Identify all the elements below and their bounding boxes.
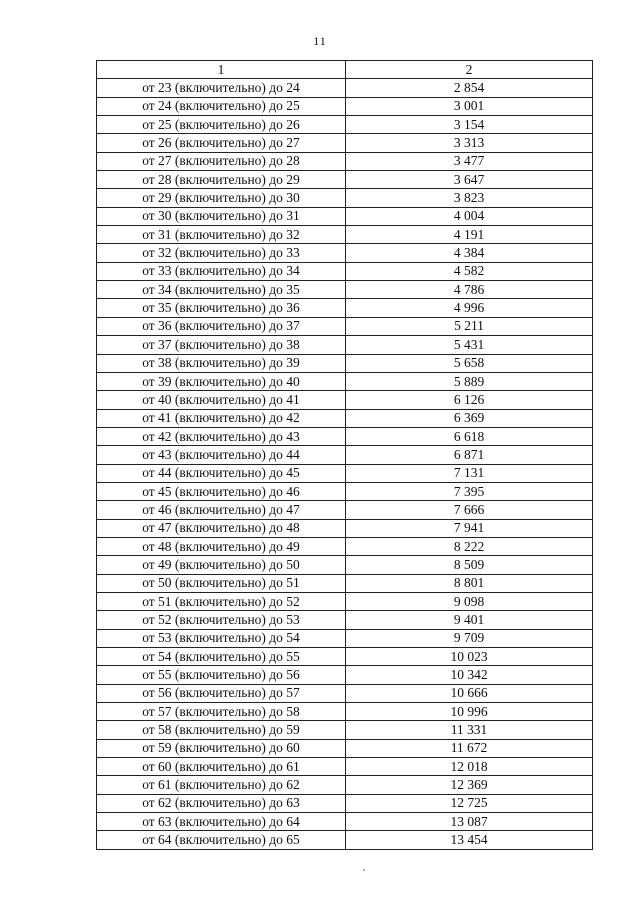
table-row <box>97 262 593 280</box>
table-row <box>97 281 593 299</box>
age-range-cell: от 64 (включительно) до 65 <box>97 831 346 849</box>
amount-cell: 3 823 <box>346 189 593 207</box>
age-range-cell: от 33 (включительно) до 34 <box>97 262 346 280</box>
age-range-cell: от 56 (включительно) до 57 <box>97 684 346 702</box>
amount-cell: 6 618 <box>346 427 593 445</box>
amount-cell: 4 582 <box>346 262 593 280</box>
amount-cell: 4 996 <box>346 299 593 317</box>
table-row <box>97 244 593 262</box>
amount-cell: 5 658 <box>346 354 593 372</box>
table-row <box>97 97 593 115</box>
age-range-cell: от 43 (включительно) до 44 <box>97 446 346 464</box>
age-range-cell: от 59 (включительно) до 60 <box>97 739 346 757</box>
amount-cell: 3 477 <box>346 152 593 170</box>
table-row <box>97 794 593 812</box>
age-range-cell: от 40 (включительно) до 41 <box>97 391 346 409</box>
scan-speck <box>363 869 365 871</box>
amount-cell: 6 369 <box>346 409 593 427</box>
amount-cell: 5 889 <box>346 372 593 390</box>
amount-cell: 10 342 <box>346 666 593 684</box>
amount-cell: 7 666 <box>346 501 593 519</box>
amount-cell: 5 431 <box>346 336 593 354</box>
table-header-row <box>97 61 593 79</box>
table-row <box>97 336 593 354</box>
age-range-cell: от 58 (включительно) до 59 <box>97 721 346 739</box>
age-range-cell: от 48 (включительно) до 49 <box>97 537 346 555</box>
table-row <box>97 574 593 592</box>
age-range-cell: от 46 (включительно) до 47 <box>97 501 346 519</box>
table-row <box>97 391 593 409</box>
amount-cell: 12 725 <box>346 794 593 812</box>
amount-cell: 6 871 <box>346 446 593 464</box>
table-row <box>97 684 593 702</box>
age-range-cell: от 51 (включительно) до 52 <box>97 592 346 610</box>
table-row <box>97 703 593 721</box>
amount-cell: 10 666 <box>346 684 593 702</box>
age-range-cell: от 35 (включительно) до 36 <box>97 299 346 317</box>
amount-cell: 3 313 <box>346 134 593 152</box>
age-range-cell: от 47 (включительно) до 48 <box>97 519 346 537</box>
amount-cell: 11 672 <box>346 739 593 757</box>
amount-cell: 4 191 <box>346 226 593 244</box>
amount-cell: 8 509 <box>346 556 593 574</box>
table-row <box>97 721 593 739</box>
table-row <box>97 171 593 189</box>
amount-cell: 13 087 <box>346 813 593 831</box>
amount-cell: 3 647 <box>346 171 593 189</box>
amount-cell: 13 454 <box>346 831 593 849</box>
page-number: 11 <box>313 34 327 48</box>
age-range-cell: от 44 (включительно) до 45 <box>97 464 346 482</box>
age-range-cell: от 55 (включительно) до 56 <box>97 666 346 684</box>
table-row <box>97 611 593 629</box>
amount-cell: 7 395 <box>346 482 593 500</box>
age-range-cell: от 45 (включительно) до 46 <box>97 482 346 500</box>
table-row <box>97 813 593 831</box>
amount-cell: 7 131 <box>346 464 593 482</box>
age-range-cell: от 39 (включительно) до 40 <box>97 372 346 390</box>
age-range-cell: от 54 (включительно) до 55 <box>97 648 346 666</box>
age-range-cell: от 41 (включительно) до 42 <box>97 409 346 427</box>
table-row <box>97 409 593 427</box>
amount-cell: 8 222 <box>346 537 593 555</box>
table-row <box>97 299 593 317</box>
amount-cell: 3 154 <box>346 116 593 134</box>
table-row <box>97 556 593 574</box>
amount-cell: 2 854 <box>346 79 593 97</box>
age-range-cell: от 38 (включительно) до 39 <box>97 354 346 372</box>
amount-cell: 12 369 <box>346 776 593 794</box>
table-row <box>97 831 593 849</box>
table-row <box>97 446 593 464</box>
column-header-2: 2 <box>346 61 593 79</box>
amount-cell: 4 786 <box>346 281 593 299</box>
amount-cell: 5 211 <box>346 317 593 335</box>
table-row <box>97 666 593 684</box>
age-range-cell: от 53 (включительно) до 54 <box>97 629 346 647</box>
age-range-cell: от 57 (включительно) до 58 <box>97 703 346 721</box>
table-row <box>97 776 593 794</box>
amount-cell: 3 001 <box>346 97 593 115</box>
amount-cell: 10 996 <box>346 703 593 721</box>
age-range-cell: от 29 (включительно) до 30 <box>97 189 346 207</box>
age-range-cell: от 61 (включительно) до 62 <box>97 776 346 794</box>
amount-cell: 9 098 <box>346 592 593 610</box>
table-row <box>97 372 593 390</box>
table-row <box>97 648 593 666</box>
table-row <box>97 134 593 152</box>
table-row <box>97 189 593 207</box>
amount-cell: 7 941 <box>346 519 593 537</box>
amount-cell: 8 801 <box>346 574 593 592</box>
age-range-cell: от 23 (включительно) до 24 <box>97 79 346 97</box>
age-range-cell: от 60 (включительно) до 61 <box>97 758 346 776</box>
age-range-cell: от 37 (включительно) до 38 <box>97 336 346 354</box>
age-range-cell: от 49 (включительно) до 50 <box>97 556 346 574</box>
table-row <box>97 152 593 170</box>
age-range-cell: от 31 (включительно) до 32 <box>97 226 346 244</box>
age-range-cell: от 32 (включительно) до 33 <box>97 244 346 262</box>
table-row <box>97 519 593 537</box>
table-row <box>97 207 593 225</box>
amount-cell: 12 018 <box>346 758 593 776</box>
table-row <box>97 464 593 482</box>
age-range-cell: от 28 (включительно) до 29 <box>97 171 346 189</box>
age-range-cell: от 42 (включительно) до 43 <box>97 427 346 445</box>
table-row <box>97 116 593 134</box>
schedule-table <box>96 60 593 850</box>
amount-cell: 6 126 <box>346 391 593 409</box>
age-range-cell: от 26 (включительно) до 27 <box>97 134 346 152</box>
table-row <box>97 501 593 519</box>
table-row <box>97 354 593 372</box>
table-row <box>97 629 593 647</box>
table-row <box>97 592 593 610</box>
amount-cell: 9 709 <box>346 629 593 647</box>
table-body <box>97 79 593 849</box>
table-row <box>97 537 593 555</box>
age-range-cell: от 50 (включительно) до 51 <box>97 574 346 592</box>
table-row <box>97 317 593 335</box>
age-range-cell: от 24 (включительно) до 25 <box>97 97 346 115</box>
column-header-1: 1 <box>97 61 346 79</box>
age-range-cell: от 30 (включительно) до 31 <box>97 207 346 225</box>
table-row <box>97 226 593 244</box>
age-range-cell: от 27 (включительно) до 28 <box>97 152 346 170</box>
amount-cell: 9 401 <box>346 611 593 629</box>
age-range-cell: от 36 (включительно) до 37 <box>97 317 346 335</box>
amount-cell: 11 331 <box>346 721 593 739</box>
age-range-cell: от 63 (включительно) до 64 <box>97 813 346 831</box>
age-range-cell: от 62 (включительно) до 63 <box>97 794 346 812</box>
table-row <box>97 79 593 97</box>
age-range-cell: от 52 (включительно) до 53 <box>97 611 346 629</box>
age-range-cell: от 25 (включительно) до 26 <box>97 116 346 134</box>
table-row <box>97 482 593 500</box>
amount-cell: 4 004 <box>346 207 593 225</box>
amount-cell: 10 023 <box>346 648 593 666</box>
amount-cell: 4 384 <box>346 244 593 262</box>
table-row <box>97 427 593 445</box>
table-row <box>97 758 593 776</box>
age-range-cell: от 34 (включительно) до 35 <box>97 281 346 299</box>
table-row <box>97 739 593 757</box>
